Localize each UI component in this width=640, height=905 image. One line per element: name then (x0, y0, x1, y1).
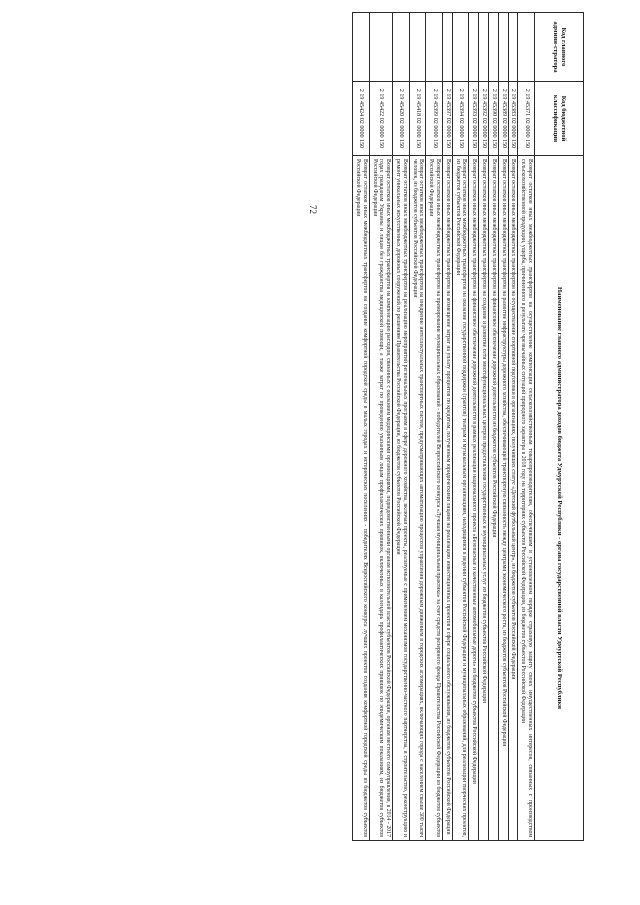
table-body (353, 13, 535, 841)
admin-code-cell (409, 13, 426, 82)
revenue-name-cell: Возврат остатков иных межбюджетных трансфертов на финансовое обеспечение дорожной деятельности из бюджетов субъектов Российской Федерации (489, 156, 499, 841)
table-row (508, 13, 518, 841)
revenue-name-cell: Возврат остатков иных межбюджетных трансфертов на оказание государственной поддержки (грантов) театрам и музыкальным организациям, находящимся в ведении субъектов Российской Федерации и муниципальных образований, для реализации творческих проектов, из бюджетов субъектов Российской Федерации (452, 156, 469, 841)
revenue-name-cell: Возврат остатков иных межбюджетных трансфертов на финансовое обеспечение дорожной деятельности в рамках реализации национального проекта «Безопасные и качественные автомобильные дороги» из бюджетов субъектов Российской Федерации (469, 156, 479, 841)
budget-revenue-table (352, 12, 584, 841)
budget-code-cell: 2 19 45371 02 0000 150 (518, 82, 535, 156)
admin-code-cell (443, 13, 453, 82)
admin-code-cell (508, 13, 518, 82)
table-row (353, 13, 370, 841)
table-row (369, 13, 392, 841)
header-admin-code: Код главного админи-стратора (535, 13, 584, 82)
table-row (489, 13, 499, 841)
revenue-name-cell: Возврат остатков иных межбюджетных трансфертов на осуществление спортивной подготовки в организациях, получивших статус «Детский футбольный центр», из бюджетов субъектов Российской Федерации (508, 156, 518, 841)
admin-code-cell (469, 13, 479, 82)
table-row (426, 13, 443, 841)
budget-code-cell: 2 19 45383 02 0000 150 (508, 82, 518, 156)
revenue-name-cell: Возврат остатков иных межбюджетных трансфертов на внедрение интеллектуальных транспортных систем, предусматривающих автоматизацию процессов управления дорожным движением в городских агломерациях, включающих города с населением свыше 300 тысяч человек, из бюджетов субъектов Российской Федерации (409, 156, 426, 841)
revenue-name-cell: Возврат остатков иных межбюджетных трансфертов на возмещение затрат на уплату процентов по кредитам, полученным юридическими лицами на реализацию инвестиционных проектов в сфере социального обслуживания, из бюджетов субъектов Российской Федерации (443, 156, 453, 841)
admin-code-cell (452, 13, 469, 82)
admin-code-cell (518, 13, 535, 82)
table-header-row (535, 13, 584, 841)
budget-code-cell: 2 19 45389 02 0000 150 (498, 82, 508, 156)
budget-code-cell: 2 19 45393 02 0000 150 (469, 82, 479, 156)
page-number: 72 (308, 205, 318, 214)
table-row (498, 13, 508, 841)
header-budget-code: Код бюджетной классификации (535, 82, 584, 156)
admin-code-cell (393, 13, 410, 82)
admin-code-cell (479, 13, 489, 82)
budget-code-cell: 2 19 45394 02 0000 150 (452, 82, 469, 156)
table-row (409, 13, 426, 841)
revenue-name-cell: Возврат остатков иных межбюджетных трансфертов на создание и развитие сети многофункциональных центров предоставления государственных и муниципальных услуг из бюджетов субъектов Российской Федерации (479, 156, 489, 841)
budget-code-cell: 2 19 45422 02 0000 150 (369, 82, 392, 156)
budget-code-cell: 2 19 45420 02 0000 150 (393, 82, 410, 156)
budget-code-cell: 2 19 45397 02 0000 150 (443, 82, 453, 156)
header-administrator-name: Наименование главного администратора доходов бюджета Удмуртской Республики - органа государственной власти Удмуртской Республики (535, 156, 584, 841)
admin-code-cell (369, 13, 392, 82)
table-row (479, 13, 489, 841)
revenue-name-cell: Возврат остатков иных межбюджетных трансфертов на развитие инфраструктуры дорожного хозяйства, обеспечивающей транспортную связанность между центрами экономического роста, из бюджетов субъектов Российской Федерации (498, 156, 508, 841)
rotated-table-container (88, 12, 584, 840)
budget-code-cell: 2 19 45399 02 0000 150 (426, 82, 443, 156)
revenue-name-cell: Возврат остатков иных межбюджетных трансфертов на осуществление компенсации сельскохозяйственным товаропроизводителям, обеспечившим в установленном порядке страховую защиту своих имущественных интересов, связанных с производством сельскохозяйственной продукции, ущерба, причиненного в результате чрезвычайных ситуаций природного характера в 2018 году на территориях субъектов Российской Федерации, из бюджетов субъектов Российской Федерации (518, 156, 535, 841)
revenue-name-cell: Возврат остатков иных межбюджетных трансфертов на создание комфортной городской среды в малых городах и исторических поселениях - победителях Всероссийского конкурса лучших проектов создания комфортной городской среды из бюджетов субъектов Российской Федерации (353, 156, 370, 841)
table-row (443, 13, 453, 841)
admin-code-cell (426, 13, 443, 82)
budget-code-cell: 2 19 45392 02 0000 150 (479, 82, 489, 156)
budget-code-cell: 2 19 45418 02 0000 150 (409, 82, 426, 156)
table-row (469, 13, 479, 841)
revenue-name-cell: Возврат остатков иных межбюджетных трансфертов на премирование муниципальных образований - победителей Всероссийского конкурса «Лучшая муниципальная практика» за счет средств резервного фонда Правительства Российской Федерации из бюджетов субъектов Российской Федерации (426, 156, 443, 841)
admin-code-cell (489, 13, 499, 82)
table-row (393, 13, 410, 841)
revenue-name-cell: Возврат остатков иных межбюджетных трансфертов на реализацию мероприятий региональных программ в сфере дорожного хозяйства, включая проекты, реализуемые с применением механизмов государственно-частного партнерства, и строительство, реконструкцию и ремонт уникальных искусственных дорожных сооружений по решениям Правительства Российской Федерации, из бюджетов субъектов Российской Федерации (393, 156, 410, 841)
table-row (452, 13, 469, 841)
budget-code-cell: 2 19 45390 02 0000 150 (489, 82, 499, 156)
admin-code-cell (498, 13, 508, 82)
revenue-name-cell: Возврат остатков иных межбюджетных трансфертов на компенсацию расходов, связанных с оказанием медицинскими организациями, подведомственными органам исполнительной власти субъектов Российской Федерации, органам местного самоуправления, в 2014 - 2017 годах гражданам Украины и лицам без гражданства медицинской помощи, а также затрат по проведению указанным лицам профилактических прививок, включенных в календарь профилактических прививок по эпидемическим показаниям, из бюджетов субъектов Российской Федерации (369, 156, 392, 841)
admin-code-cell (353, 13, 370, 82)
budget-code-cell: 2 19 45424 02 0000 150 (353, 82, 370, 156)
table-row (518, 13, 535, 841)
